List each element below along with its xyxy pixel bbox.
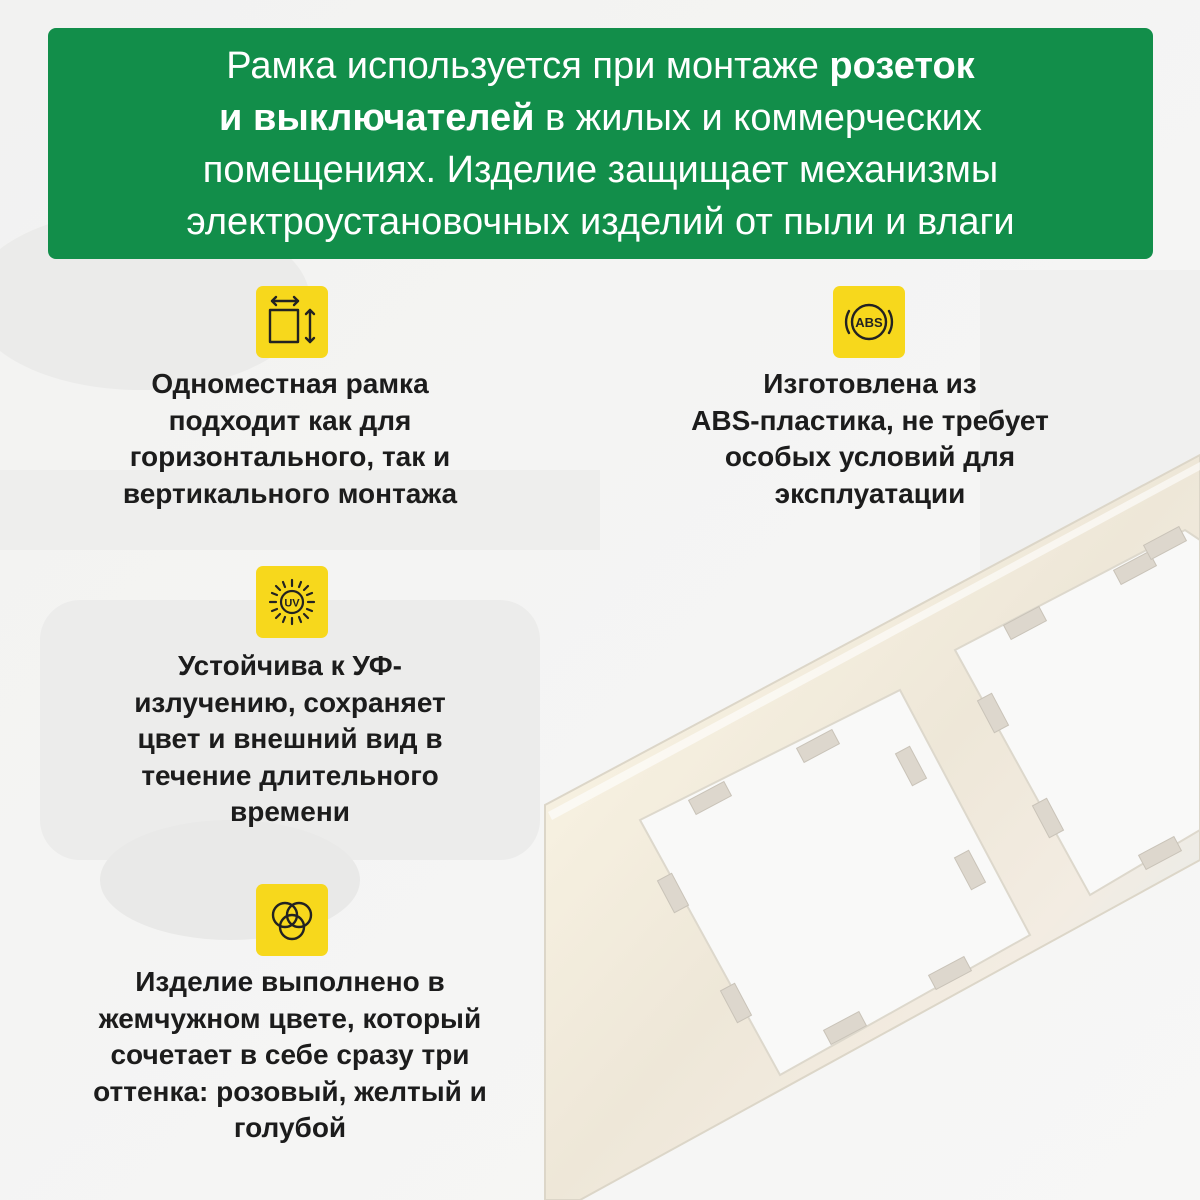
banner-bold-phrase: розеток xyxy=(829,44,975,87)
feature-color-text xyxy=(40,964,540,1147)
feature-line: горизонтального, так и xyxy=(129,441,451,472)
feature-line: ABS-пластика, не требует xyxy=(691,404,1049,436)
feature-line: течение длительного xyxy=(141,759,439,791)
resize-dimensions-icon xyxy=(256,286,328,358)
feature-line: Устойчива к УФ- xyxy=(178,650,402,681)
feature-line: Изделие выполнено в xyxy=(135,966,445,997)
intro-banner-text xyxy=(186,40,1014,248)
feature-line: сочетает в себе сразу три xyxy=(110,1039,470,1070)
abs-plastic-icon xyxy=(833,286,905,358)
banner-phrase: Рамка используется при монтаже xyxy=(226,44,830,87)
feature-line: Одноместная рамка xyxy=(151,368,429,399)
uv-icon-label: UV xyxy=(284,597,300,610)
banner-phrase: помещениях. Изделие защищает механизмы xyxy=(202,148,999,191)
intro-banner xyxy=(48,28,1153,259)
banner-bold-phrase: и выключателей xyxy=(219,96,535,139)
feature-line: вертикального монтажа xyxy=(122,477,458,509)
feature-uv-text xyxy=(60,648,520,831)
feature-material-text xyxy=(630,366,1110,512)
uv-sun-icon xyxy=(256,566,328,638)
feature-line: Изготовлена из xyxy=(763,368,977,399)
feature-line: эксплуатации xyxy=(774,477,966,509)
feature-line: излучению, сохраняет xyxy=(134,686,446,718)
feature-line: голубой xyxy=(233,1112,347,1143)
feature-line: особых условий для xyxy=(724,441,1016,472)
banner-phrase: электроустановочных изделий от пыли и влаги xyxy=(186,200,1015,243)
feature-line: жемчужном цвете, который xyxy=(98,1002,482,1034)
banner-phrase: в жилых и коммерческих xyxy=(534,96,982,139)
feature-mounting-text xyxy=(60,366,520,512)
feature-line: времени xyxy=(230,796,350,827)
feature-line: цвет и внешний вид в xyxy=(137,723,443,754)
feature-line: оттенка: розовый, желтый и xyxy=(93,1075,487,1107)
feature-line: подходит как для xyxy=(168,404,412,436)
abs-icon-label: ABS xyxy=(855,315,883,330)
color-circles-icon xyxy=(256,884,328,956)
